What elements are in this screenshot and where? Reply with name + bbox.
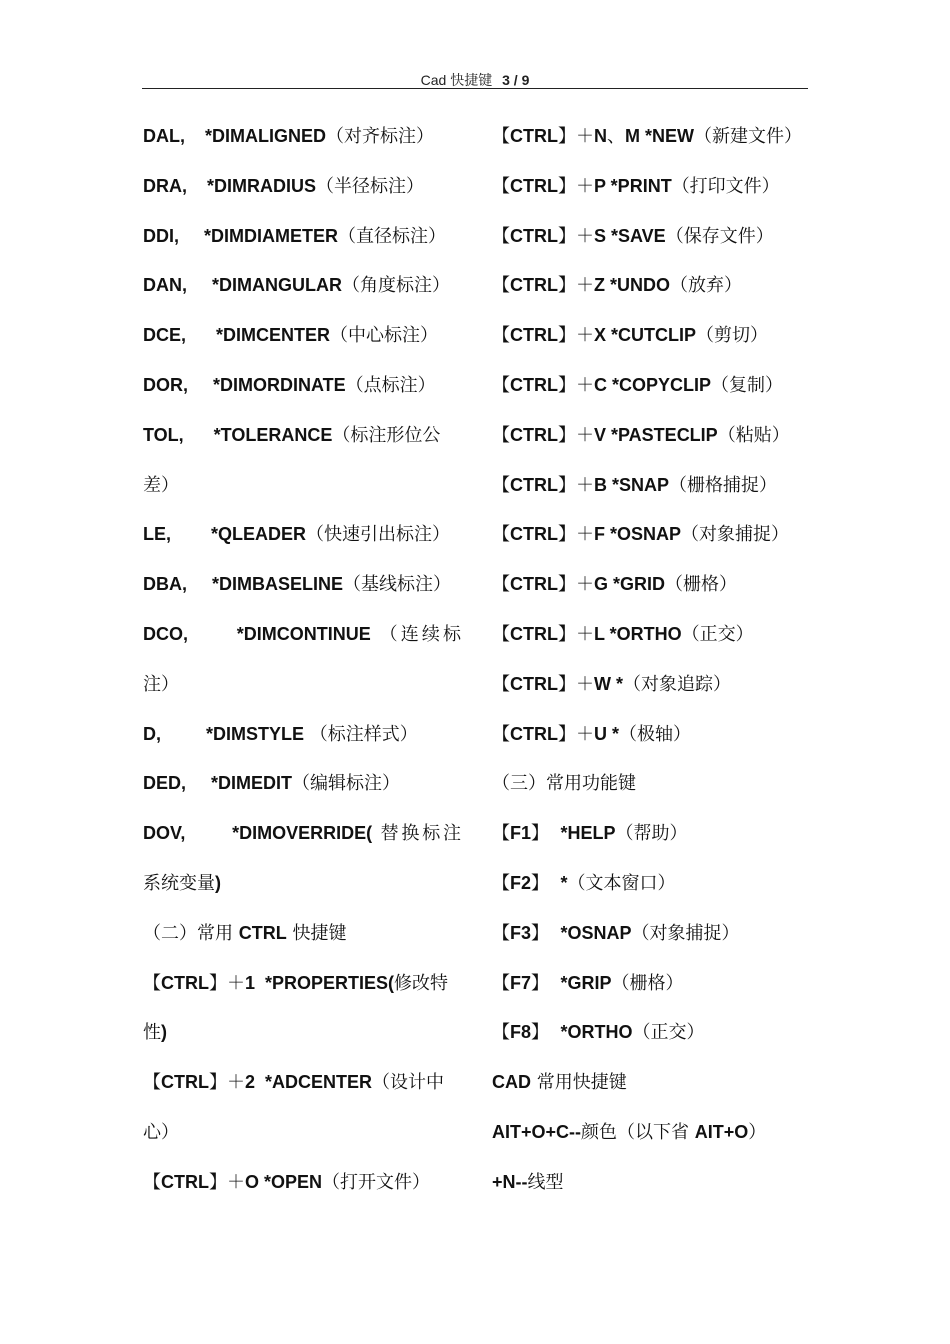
shortcut-text: （栅格） xyxy=(665,574,738,596)
shortcut-code: AIT+O xyxy=(694,1121,749,1142)
shortcut-code: CTRL xyxy=(161,1171,209,1192)
shortcut-line xyxy=(492,1058,812,1108)
shortcut-text: 【 xyxy=(492,424,510,446)
shortcut-code: TOL, *TOLERANCE xyxy=(143,424,333,445)
shortcut-line xyxy=(492,112,812,162)
shortcut-code: DRA, *DIMRADIUS xyxy=(143,175,317,196)
shortcut-text: （粘贴） xyxy=(717,424,790,446)
shortcut-line xyxy=(492,212,812,262)
shortcut-code: U * xyxy=(594,723,620,744)
shortcut-line xyxy=(143,162,461,212)
shortcut-text: 快捷键 xyxy=(286,922,347,944)
shortcut-code: F1 xyxy=(510,823,532,844)
shortcut-code: DAL, *DIMALIGNED xyxy=(143,126,326,146)
shortcut-text: 】 xyxy=(531,922,561,944)
shortcut-line xyxy=(492,311,812,361)
shortcut-code: B *SNAP xyxy=(594,474,670,495)
shortcut-code: CTRL xyxy=(510,474,558,495)
shortcut-line xyxy=(492,859,812,909)
shortcut-code: V *PASTECLIP xyxy=(594,424,718,445)
shortcut-code: DOV, *DIMOVERRIDE( xyxy=(143,823,373,844)
shortcut-code: O *OPEN xyxy=(245,1171,323,1192)
shortcut-text: 【 xyxy=(492,126,510,147)
shortcut-code: *GRIP xyxy=(560,972,612,993)
shortcut-line xyxy=(143,411,461,461)
shortcut-line xyxy=(492,759,812,809)
shortcut-code: DCE, *DIMCENTER xyxy=(143,325,331,346)
shortcut-code: *HELP xyxy=(560,823,616,844)
shortcut-line xyxy=(492,710,812,760)
shortcut-text: 】＋ xyxy=(558,574,594,596)
shortcut-text: （对象追踪） xyxy=(623,673,731,695)
shortcut-code: ) xyxy=(161,1022,167,1043)
shortcut-line xyxy=(143,1158,461,1208)
shortcut-line xyxy=(143,560,461,610)
shortcut-text: 【 xyxy=(492,1022,510,1044)
shortcut-text: 】＋ xyxy=(558,524,594,546)
shortcut-text: （中心标注） xyxy=(330,325,439,347)
shortcut-text: （快速引出标注） xyxy=(306,524,451,546)
shortcut-text: 、 xyxy=(607,126,625,147)
shortcut-text: 【 xyxy=(492,673,510,695)
shortcut-text: （正交） xyxy=(681,623,754,645)
shortcut-line xyxy=(143,710,461,760)
shortcut-line xyxy=(492,162,812,212)
shortcut-text: 系统变量 xyxy=(143,872,215,894)
shortcut-text: 】＋ xyxy=(558,275,594,297)
shortcut-text: （复制） xyxy=(711,374,784,396)
shortcut-code: DED, *DIMEDIT xyxy=(143,773,293,794)
shortcut-text: （打印文件） xyxy=(671,175,780,197)
shortcut-code: CTRL xyxy=(510,374,558,395)
shortcut-text: 【 xyxy=(492,474,510,496)
shortcut-code: * xyxy=(560,872,568,893)
shortcut-text: （标注样式） xyxy=(304,723,418,745)
shortcut-code: CTRL xyxy=(510,175,558,196)
shortcut-text: （基线标注） xyxy=(343,574,452,596)
shortcut-code: CTRL xyxy=(510,574,558,595)
shortcut-line xyxy=(492,610,812,660)
shortcut-text: 【 xyxy=(143,1072,161,1094)
shortcut-code: D, *DIMSTYLE xyxy=(143,723,305,744)
shortcut-code: CAD xyxy=(492,1072,531,1093)
shortcut-text: （标注形位公 xyxy=(332,424,441,446)
shortcut-text: （保存文件） xyxy=(665,225,774,247)
shortcut-line xyxy=(143,959,461,1009)
shortcut-code: N xyxy=(594,126,607,146)
shortcut-line xyxy=(492,361,812,411)
shortcut-text: 注） xyxy=(143,673,179,695)
right-column xyxy=(492,112,812,1208)
shortcut-text: 替换标注 xyxy=(372,823,461,845)
shortcut-code: ) xyxy=(215,872,221,893)
shortcut-code: DCO, *DIMCONTINUE xyxy=(143,623,371,644)
shortcut-text: （放弃） xyxy=(670,275,742,297)
shortcut-line xyxy=(492,909,812,959)
shortcut-code: F *OSNAP xyxy=(594,524,682,545)
shortcut-text: 】＋ xyxy=(558,325,594,347)
shortcut-line xyxy=(143,112,461,162)
shortcut-text: 【 xyxy=(492,922,510,944)
shortcut-code: F8 xyxy=(510,1022,532,1043)
page-number: 3 / 9 xyxy=(502,72,530,88)
shortcut-text: 颜色（以下省 xyxy=(581,1121,695,1143)
shortcut-text: （文本窗口） xyxy=(567,872,676,894)
shortcut-text: （对象捕捉） xyxy=(681,524,790,546)
shortcut-text: （对象捕捉） xyxy=(631,922,740,944)
shortcut-line xyxy=(143,610,461,660)
shortcut-text: （极轴） xyxy=(619,723,692,745)
shortcut-code: CTRL xyxy=(510,673,558,694)
shortcut-text: 】 xyxy=(531,823,561,845)
shortcut-line xyxy=(492,510,812,560)
shortcut-code: DBA, *DIMBASELINE xyxy=(143,574,344,595)
shortcut-line xyxy=(492,1008,812,1058)
shortcut-text: 【 xyxy=(492,723,510,745)
shortcut-line xyxy=(143,361,461,411)
shortcut-line xyxy=(143,461,461,511)
shortcut-code: CTRL xyxy=(510,623,558,644)
shortcut-text: （正交） xyxy=(632,1022,705,1044)
shortcut-code: CTRL xyxy=(510,275,558,296)
shortcut-code: F7 xyxy=(510,972,532,993)
shortcut-text: （三）常用功能键 xyxy=(492,773,636,795)
shortcut-text: 【 xyxy=(492,972,510,994)
shortcut-code: CTRL xyxy=(510,325,558,346)
shortcut-code: *OSNAP xyxy=(560,922,632,943)
shortcut-text: 】＋ xyxy=(558,374,594,396)
shortcut-code: DAN, *DIMANGULAR xyxy=(143,275,342,296)
shortcut-text: （对齐标注） xyxy=(326,126,434,147)
shortcut-code: CTRL xyxy=(510,424,558,445)
shortcut-text: 差） xyxy=(143,474,179,496)
shortcut-text: 】 xyxy=(531,1022,561,1044)
shortcut-code: AIT+O+C-- xyxy=(492,1121,582,1142)
shortcut-text: 线型 xyxy=(527,1171,564,1193)
shortcut-code: DDI, *DIMDIAMETER xyxy=(143,225,339,246)
shortcut-line xyxy=(492,959,812,1009)
shortcut-line xyxy=(143,1108,461,1158)
shortcut-line xyxy=(143,859,461,909)
shortcut-text: 修改特 xyxy=(394,972,449,994)
shortcut-text: 【 xyxy=(492,275,510,297)
shortcut-code: CTRL xyxy=(510,524,558,545)
shortcut-line xyxy=(143,261,461,311)
shortcut-code: CTRL xyxy=(161,972,209,993)
shortcut-text: 常用快捷键 xyxy=(531,1072,627,1094)
header-title: Cad 快捷键 xyxy=(420,72,493,88)
shortcut-text: 【 xyxy=(492,623,510,645)
shortcut-text: （新建文件） xyxy=(694,126,802,147)
shortcut-code: DOR, *DIMORDINATE xyxy=(143,374,346,395)
shortcut-text: 】＋ xyxy=(209,972,245,994)
shortcut-code: LE, *QLEADER xyxy=(143,524,307,545)
shortcut-text: 】＋ xyxy=(558,623,594,645)
shortcut-text: （半径标注） xyxy=(316,175,425,197)
shortcut-line xyxy=(492,660,812,710)
header-rule xyxy=(142,88,808,89)
shortcut-line xyxy=(143,212,461,262)
shortcut-text: 【 xyxy=(492,225,510,247)
shortcut-code: G *GRID xyxy=(594,574,666,595)
shortcut-line xyxy=(143,759,461,809)
shortcut-code: CTRL xyxy=(510,225,558,246)
shortcut-line xyxy=(492,411,812,461)
shortcut-code: Z *UNDO xyxy=(594,275,670,296)
shortcut-text: 】 xyxy=(531,872,561,894)
shortcut-code: +N-- xyxy=(492,1171,528,1192)
shortcut-text: （栅格） xyxy=(611,972,684,994)
shortcut-line xyxy=(143,909,461,959)
shortcut-line xyxy=(143,311,461,361)
shortcut-text: ） xyxy=(748,1121,767,1143)
shortcut-code: M *NEW xyxy=(625,126,694,146)
shortcut-text: 】＋ xyxy=(209,1171,245,1193)
shortcut-code: X *CUTCLIP xyxy=(594,325,697,346)
shortcut-line xyxy=(492,809,812,859)
shortcut-line xyxy=(143,1008,461,1058)
shortcut-code: 2 *ADCENTER xyxy=(245,1072,373,1093)
shortcut-text: 】＋ xyxy=(558,175,594,197)
shortcut-code: *ORTHO xyxy=(560,1022,633,1043)
shortcut-text: 心） xyxy=(143,1121,179,1143)
shortcut-text: 【 xyxy=(143,972,161,994)
shortcut-text: 】＋ xyxy=(209,1072,245,1094)
shortcut-code: L *ORTHO xyxy=(594,623,682,644)
shortcut-code: CTRL xyxy=(510,126,558,146)
shortcut-text: （打开文件） xyxy=(322,1171,431,1193)
shortcut-code: CTRL xyxy=(238,922,287,943)
shortcut-code: 1 *PROPERTIES( xyxy=(245,972,395,993)
shortcut-text: 【 xyxy=(492,872,510,894)
page-header xyxy=(142,70,808,90)
shortcut-code: W * xyxy=(594,673,623,694)
shortcut-text: 性 xyxy=(143,1022,161,1044)
shortcut-text: 】＋ xyxy=(558,723,594,745)
shortcut-text: 】＋ xyxy=(558,673,594,695)
shortcut-line xyxy=(143,1058,461,1108)
shortcut-line xyxy=(492,1108,812,1158)
shortcut-code: P *PRINT xyxy=(594,175,672,196)
shortcut-text: （点标注） xyxy=(345,374,436,396)
left-column xyxy=(143,112,461,1208)
shortcut-code: S *SAVE xyxy=(594,225,666,246)
shortcut-text: 【 xyxy=(492,823,510,845)
shortcut-text: 】＋ xyxy=(558,424,594,446)
shortcut-code: C *COPYCLIP xyxy=(594,374,712,395)
shortcut-text: （连续标 xyxy=(370,623,461,645)
shortcut-text: （直径标注） xyxy=(338,225,447,247)
shortcut-line xyxy=(492,560,812,610)
shortcut-text: 【 xyxy=(492,374,510,396)
shortcut-text: （二）常用 xyxy=(143,922,239,944)
shortcut-text: （栅格捕捉） xyxy=(669,474,778,496)
shortcut-code: CTRL xyxy=(161,1072,209,1093)
shortcut-text: 】＋ xyxy=(558,225,594,247)
shortcut-text: （角度标注） xyxy=(342,275,450,297)
shortcut-line xyxy=(492,461,812,511)
shortcut-text: 】＋ xyxy=(558,474,594,496)
shortcut-text: 【 xyxy=(143,1171,161,1193)
shortcut-text: （帮助） xyxy=(615,823,688,845)
shortcut-line xyxy=(492,1158,812,1208)
shortcut-text: （编辑标注） xyxy=(292,773,401,795)
shortcut-text: （剪切） xyxy=(696,325,769,347)
shortcut-line xyxy=(143,660,461,710)
shortcut-line xyxy=(492,261,812,311)
shortcut-code: F2 xyxy=(510,872,532,893)
shortcut-text: 【 xyxy=(492,325,510,347)
shortcut-text: （设计中 xyxy=(372,1072,445,1094)
shortcut-text: 【 xyxy=(492,175,510,197)
shortcut-code: CTRL xyxy=(510,723,558,744)
shortcut-line xyxy=(143,809,461,859)
shortcut-code: F3 xyxy=(510,922,532,943)
shortcut-text: 【 xyxy=(492,574,510,596)
shortcut-text: 】＋ xyxy=(558,126,594,147)
shortcut-line xyxy=(143,510,461,560)
shortcut-text: 【 xyxy=(492,524,510,546)
shortcut-text: 】 xyxy=(531,972,561,994)
